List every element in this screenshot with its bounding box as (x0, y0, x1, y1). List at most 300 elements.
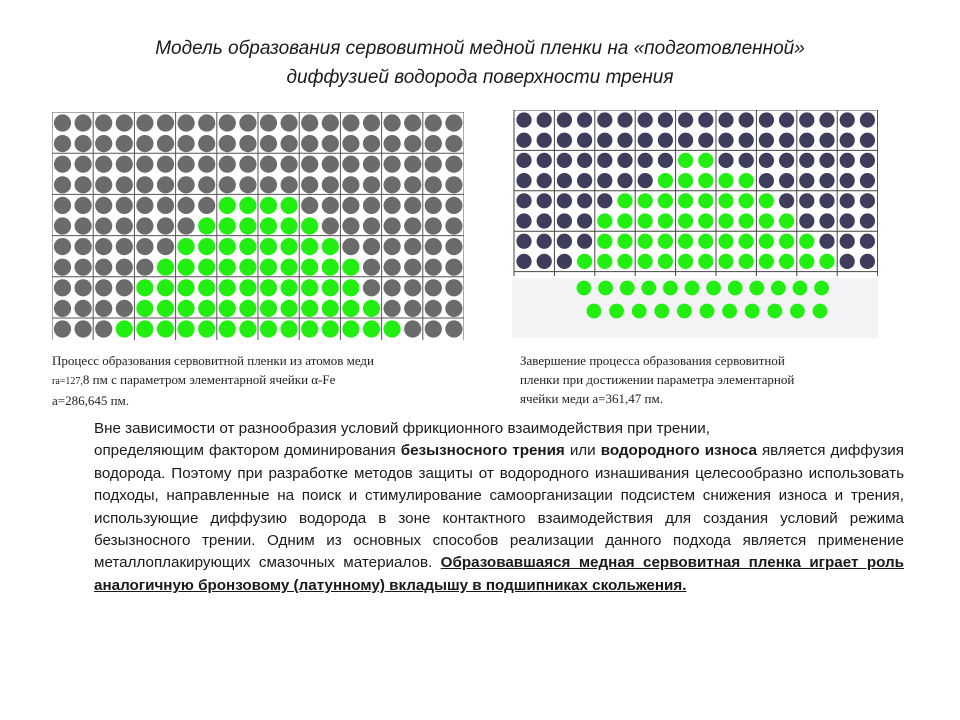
iron-atom (516, 133, 531, 148)
iron-atom (597, 112, 612, 127)
copper-atom (779, 254, 794, 269)
caption-left-line-3: а=286,645 пм. (52, 393, 130, 408)
iron-atom (157, 197, 174, 214)
copper-atom (322, 320, 339, 337)
copper-atom (198, 320, 215, 337)
copper-atom (281, 197, 298, 214)
caption-left-line-2 (52, 370, 472, 391)
iron-atom (516, 213, 531, 228)
copper-atom (638, 234, 653, 249)
copper-atom (698, 213, 713, 228)
iron-atom (759, 153, 774, 168)
copper-atom (658, 193, 673, 208)
copper-atom (718, 234, 733, 249)
iron-atom (116, 217, 133, 234)
copper-atom (301, 259, 318, 276)
copper-atom (260, 217, 277, 234)
copper-atom (260, 197, 277, 214)
copper-atom (685, 281, 700, 296)
copper-atom (799, 254, 814, 269)
copper-atom (597, 254, 612, 269)
iron-atom (658, 153, 673, 168)
iron-atom (425, 300, 442, 317)
copper-atom (698, 153, 713, 168)
iron-atom (219, 176, 236, 193)
iron-atom (658, 112, 673, 127)
iron-atom (516, 193, 531, 208)
copper-atom (281, 217, 298, 234)
iron-atom (840, 193, 855, 208)
iron-atom (260, 156, 277, 173)
iron-atom (840, 234, 855, 249)
iron-atom (799, 133, 814, 148)
copper-atom (767, 304, 782, 319)
copper-atom (322, 259, 339, 276)
iron-atom (404, 156, 421, 173)
iron-atom (54, 176, 71, 193)
iron-atom (779, 173, 794, 188)
iron-atom (445, 135, 462, 152)
body-paragraph (86, 418, 904, 597)
iron-atom (759, 112, 774, 127)
iron-atom (425, 238, 442, 255)
copper-atom (157, 320, 174, 337)
caption-left (52, 351, 472, 410)
copper-atom (587, 304, 602, 319)
iron-atom (537, 112, 552, 127)
iron-atom (75, 156, 92, 173)
iron-atom (718, 133, 733, 148)
iron-atom (516, 254, 531, 269)
iron-atom (678, 112, 693, 127)
iron-atom (698, 133, 713, 148)
copper-atom (281, 238, 298, 255)
iron-atom (342, 135, 359, 152)
copper-atom (638, 254, 653, 269)
copper-atom (698, 173, 713, 188)
iron-atom (75, 176, 92, 193)
iron-atom (557, 153, 572, 168)
copper-atom (198, 238, 215, 255)
copper-atom (239, 238, 256, 255)
iron-atom (445, 300, 462, 317)
iron-atom (342, 114, 359, 131)
bold-term-frictionless: безызносного трения (400, 442, 565, 460)
copper-atom (136, 279, 153, 296)
iron-atom (75, 197, 92, 214)
iron-atom (577, 112, 592, 127)
iron-atom (404, 259, 421, 276)
copper-atom (799, 234, 814, 249)
copper-atom (281, 320, 298, 337)
iron-atom (537, 213, 552, 228)
iron-atom (322, 156, 339, 173)
iron-atom (198, 135, 215, 152)
iron-atom (404, 238, 421, 255)
copper-atom (178, 300, 195, 317)
iron-atom (577, 234, 592, 249)
iron-atom (95, 279, 112, 296)
iron-atom (363, 114, 380, 131)
iron-atom (157, 176, 174, 193)
bold-term-hydrogen-wear: водородного износа (600, 442, 757, 460)
iron-atom (157, 217, 174, 234)
copper-atom (157, 279, 174, 296)
iron-atom (260, 114, 277, 131)
iron-atom (157, 156, 174, 173)
iron-atom (384, 279, 401, 296)
iron-atom (799, 153, 814, 168)
caption-right (520, 351, 890, 408)
copper-atom (301, 217, 318, 234)
iron-atom (577, 133, 592, 148)
copper-atom (363, 300, 380, 317)
iron-atom (239, 176, 256, 193)
copper-atom (363, 320, 380, 337)
iron-atom (860, 112, 875, 127)
iron-atom (425, 156, 442, 173)
iron-atom (301, 156, 318, 173)
iron-atom (759, 133, 774, 148)
iron-atom (445, 217, 462, 234)
copper-atom (678, 234, 693, 249)
iron-atom (363, 197, 380, 214)
iron-atom (557, 112, 572, 127)
copper-atom (198, 279, 215, 296)
copper-atom (322, 300, 339, 317)
iron-atom (75, 259, 92, 276)
copper-atom (819, 254, 834, 269)
copper-atom (598, 281, 613, 296)
iron-atom (281, 135, 298, 152)
copper-atom (617, 213, 632, 228)
copper-atom (677, 304, 692, 319)
copper-atom (322, 238, 339, 255)
iron-atom (860, 213, 875, 228)
iron-atom (198, 156, 215, 173)
copper-atom (219, 217, 236, 234)
iron-atom (537, 173, 552, 188)
iron-atom (301, 135, 318, 152)
copper-atom (301, 279, 318, 296)
copper-atom (219, 238, 236, 255)
copper-atom (239, 197, 256, 214)
iron-atom (95, 320, 112, 337)
iron-atom (404, 135, 421, 152)
body-text-b: или (564, 442, 601, 460)
iron-atom (617, 112, 632, 127)
iron-atom (445, 279, 462, 296)
copper-atom (739, 213, 754, 228)
iron-atom (219, 114, 236, 131)
iron-atom (445, 197, 462, 214)
iron-atom (95, 259, 112, 276)
iron-atom (54, 135, 71, 152)
copper-atom (759, 254, 774, 269)
copper-atom (219, 259, 236, 276)
copper-atom (620, 281, 635, 296)
iron-atom (799, 193, 814, 208)
iron-atom (860, 153, 875, 168)
iron-atom (384, 197, 401, 214)
iron-atom (617, 133, 632, 148)
iron-atom (537, 133, 552, 148)
copper-atom (658, 254, 673, 269)
iron-atom (75, 320, 92, 337)
iron-atom (384, 135, 401, 152)
copper-atom (157, 300, 174, 317)
iron-atom (301, 114, 318, 131)
iron-atom (219, 156, 236, 173)
iron-atom (698, 112, 713, 127)
iron-atom (281, 114, 298, 131)
iron-atom (157, 135, 174, 152)
iron-atom (75, 238, 92, 255)
iron-atom (445, 320, 462, 337)
iron-atom (425, 320, 442, 337)
iron-atom (860, 173, 875, 188)
copper-atom (638, 193, 653, 208)
copper-atom (301, 300, 318, 317)
iron-atom (597, 153, 612, 168)
iron-atom (384, 114, 401, 131)
iron-atom (425, 135, 442, 152)
caption-right-line-2: пленки при достижении параметра элементарной (520, 372, 795, 387)
caption-right-line-1: Завершение процесса образования сервовитной (520, 353, 785, 368)
iron-atom (54, 300, 71, 317)
iron-atom (75, 279, 92, 296)
copper-atom (632, 304, 647, 319)
copper-atom (178, 238, 195, 255)
iron-atom (404, 114, 421, 131)
iron-atom (342, 156, 359, 173)
iron-atom (577, 193, 592, 208)
iron-atom (75, 135, 92, 152)
iron-atom (322, 176, 339, 193)
iron-atom (860, 193, 875, 208)
lattice-figure-right (512, 110, 878, 338)
iron-atom (537, 234, 552, 249)
iron-atom (260, 176, 277, 193)
copper-atom (617, 254, 632, 269)
slide-title (60, 34, 900, 92)
copper-atom (301, 238, 318, 255)
iron-atom (860, 254, 875, 269)
underlined-conclusion: Образовавшаяся медная сервовитная пленка играет роль аналогичную бронзовому (латунному) вкладышу в подшипниках скольжения. (94, 554, 904, 594)
iron-atom (658, 133, 673, 148)
iron-atom (779, 153, 794, 168)
iron-atom (404, 176, 421, 193)
iron-atom (819, 213, 834, 228)
iron-atom (301, 197, 318, 214)
iron-atom (136, 114, 153, 131)
iron-atom (363, 176, 380, 193)
copper-atom (281, 279, 298, 296)
iron-atom (384, 217, 401, 234)
iron-atom (301, 176, 318, 193)
copper-atom (759, 193, 774, 208)
caption-left-line-2-rest: 8 пм с параметром элементарной ячейки α-Fe (82, 372, 336, 387)
copper-atom (678, 254, 693, 269)
iron-atom (516, 234, 531, 249)
body-first-line: Вне зависимости от разнообразия условий фрикционного взаимодействия при трении, (94, 420, 710, 437)
iron-atom (597, 193, 612, 208)
copper-atom (722, 304, 737, 319)
iron-atom (384, 238, 401, 255)
iron-atom (281, 156, 298, 173)
caption-right-line-3: ячейки меди а=361,47 пм. (520, 391, 663, 406)
copper-atom (658, 234, 673, 249)
iron-atom (404, 300, 421, 317)
copper-atom (342, 279, 359, 296)
caption-left-subscript: ra=127, (52, 376, 83, 387)
copper-atom (157, 259, 174, 276)
iron-atom (557, 234, 572, 249)
iron-atom (425, 259, 442, 276)
iron-atom (617, 153, 632, 168)
iron-atom (638, 153, 653, 168)
iron-atom (219, 135, 236, 152)
iron-atom (95, 135, 112, 152)
copper-atom (658, 213, 673, 228)
iron-atom (178, 176, 195, 193)
iron-atom (557, 193, 572, 208)
iron-atom (116, 300, 133, 317)
iron-atom (260, 135, 277, 152)
copper-atom (641, 281, 656, 296)
iron-atom (116, 238, 133, 255)
copper-atom (739, 254, 754, 269)
copper-atom (239, 259, 256, 276)
copper-atom (597, 213, 612, 228)
iron-atom (819, 173, 834, 188)
lattice-left-svg (52, 112, 464, 340)
iron-atom (95, 156, 112, 173)
copper-atom (219, 197, 236, 214)
iron-atom (840, 112, 855, 127)
copper-atom (198, 259, 215, 276)
copper-atom (260, 259, 277, 276)
iron-atom (116, 135, 133, 152)
iron-atom (322, 114, 339, 131)
copper-atom (718, 213, 733, 228)
copper-atom (198, 217, 215, 234)
copper-atom (700, 304, 715, 319)
iron-atom (445, 238, 462, 255)
copper-atom (749, 281, 764, 296)
body-rest (86, 440, 904, 597)
copper-atom (706, 281, 721, 296)
iron-atom (516, 173, 531, 188)
copper-atom (658, 173, 673, 188)
iron-atom (363, 217, 380, 234)
copper-atom (617, 193, 632, 208)
iron-atom (136, 217, 153, 234)
iron-atom (95, 114, 112, 131)
copper-atom (718, 193, 733, 208)
iron-atom (198, 114, 215, 131)
iron-atom (384, 259, 401, 276)
iron-atom (281, 176, 298, 193)
iron-atom (95, 197, 112, 214)
iron-atom (425, 114, 442, 131)
copper-atom (759, 234, 774, 249)
iron-atom (54, 156, 71, 173)
iron-atom (157, 238, 174, 255)
iron-atom (384, 176, 401, 193)
iron-atom (779, 133, 794, 148)
iron-atom (799, 173, 814, 188)
copper-atom (116, 320, 133, 337)
iron-atom (239, 156, 256, 173)
copper-atom (814, 281, 829, 296)
iron-atom (136, 197, 153, 214)
iron-atom (384, 300, 401, 317)
iron-atom (557, 173, 572, 188)
iron-atom (860, 133, 875, 148)
iron-atom (363, 279, 380, 296)
copper-atom (678, 153, 693, 168)
iron-atom (425, 176, 442, 193)
copper-atom (178, 320, 195, 337)
copper-atom (663, 281, 678, 296)
iron-atom (136, 238, 153, 255)
copper-atom (136, 320, 153, 337)
copper-atom (342, 259, 359, 276)
iron-atom (239, 114, 256, 131)
copper-atom (178, 259, 195, 276)
copper-atom (577, 254, 592, 269)
iron-atom (840, 213, 855, 228)
iron-atom (54, 279, 71, 296)
iron-atom (537, 193, 552, 208)
iron-atom (178, 135, 195, 152)
copper-atom (759, 213, 774, 228)
copper-atom (577, 281, 592, 296)
copper-atom (617, 234, 632, 249)
iron-atom (116, 259, 133, 276)
iron-atom (739, 153, 754, 168)
copper-atom (342, 300, 359, 317)
iron-atom (75, 300, 92, 317)
copper-atom (219, 320, 236, 337)
iron-atom (116, 114, 133, 131)
iron-atom (617, 173, 632, 188)
copper-atom (771, 281, 786, 296)
copper-atom (739, 193, 754, 208)
iron-atom (577, 153, 592, 168)
iron-atom (198, 176, 215, 193)
iron-atom (75, 114, 92, 131)
iron-atom (342, 238, 359, 255)
iron-atom (445, 176, 462, 193)
iron-atom (178, 114, 195, 131)
copper-atom (698, 234, 713, 249)
iron-atom (136, 176, 153, 193)
copper-atom (260, 300, 277, 317)
iron-atom (819, 133, 834, 148)
iron-atom (322, 135, 339, 152)
iron-atom (95, 176, 112, 193)
iron-atom (445, 114, 462, 131)
copper-atom (678, 193, 693, 208)
iron-atom (840, 153, 855, 168)
iron-atom (557, 254, 572, 269)
copper-atom (260, 320, 277, 337)
iron-atom (819, 112, 834, 127)
iron-atom (557, 213, 572, 228)
iron-atom (363, 156, 380, 173)
